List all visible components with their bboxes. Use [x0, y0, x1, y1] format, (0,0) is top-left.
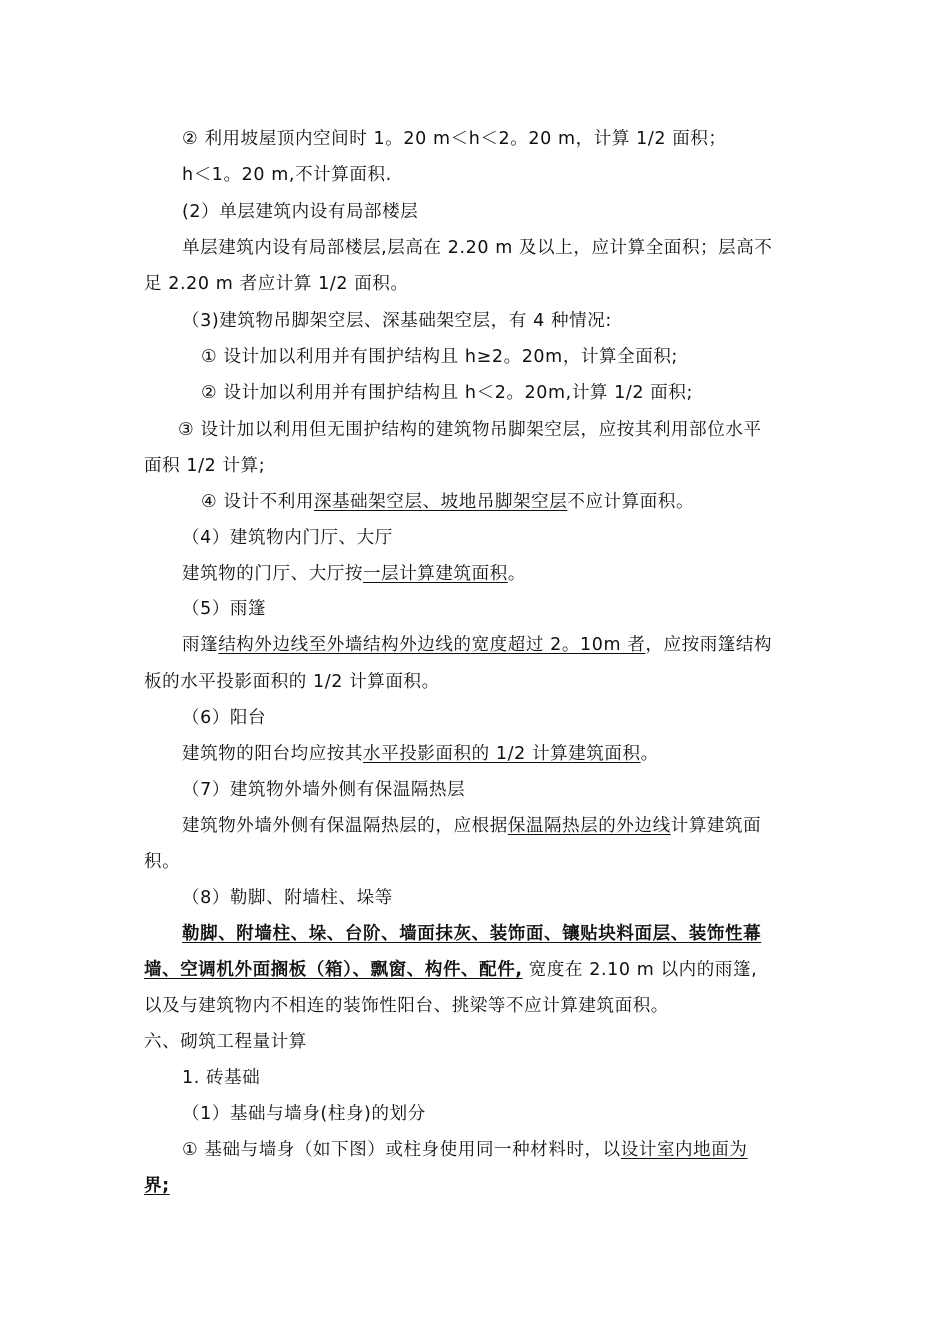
text-segment: 建筑物外墙外侧有保温隔热层的，应根据 [182, 816, 508, 836]
text-segment: （8）勒脚、附墙柱、垛等 [182, 888, 393, 908]
text-segment: 宽度在 2.10 m 以内的雨篷, [522, 960, 758, 980]
text-line [182, 1066, 822, 1090]
text-segment: ① 设计加以利用并有围护结构且 h≥2。20m，计算全面积; [201, 347, 678, 367]
text-line [201, 345, 821, 369]
text-segment: （5）雨篷 [182, 599, 267, 619]
underlined-text: 界; [144, 1176, 170, 1196]
text-line [182, 597, 822, 621]
text-segment: 建筑物的门厅、大厅按 [182, 564, 363, 584]
underlined-text: 墙、空调机外面搁板（箱）、飘窗、构件、配件, [144, 960, 523, 980]
text-line [182, 706, 822, 730]
underlined-text: 勒脚、附墙柱、垛、台阶、墙面抹灰、装饰面、镶贴块料面层、装饰性幕 [182, 924, 762, 944]
text-line [182, 778, 822, 802]
text-segment: 积。 [144, 852, 181, 872]
text-segment: ③ 设计加以利用但无围护结构的建筑物吊脚架空层，应按其利用部位水平 [178, 420, 762, 440]
text-line [182, 163, 822, 187]
text-line [182, 1102, 822, 1126]
underlined-text: 水平投影面积的 1/2 计算建筑面积 [363, 744, 641, 764]
text-segment: （3)建筑物吊脚架空层、深基础架空层，有 4 种情况: [182, 311, 612, 331]
text-line [182, 562, 822, 586]
text-line [144, 850, 804, 874]
text-line [201, 490, 821, 514]
text-line [182, 236, 822, 260]
text-line [182, 127, 822, 151]
text-segment: 面积 1/2 计算; [144, 456, 266, 476]
text-segment: 1. 砖基础 [182, 1068, 261, 1088]
text-segment: (2）单层建筑内设有局部楼层 [182, 202, 419, 222]
underlined-text: 深基础架空层、坡地吊脚架空层 [313, 492, 568, 512]
text-segment: 单层建筑内设有局部楼层,层高在 2.20 m 及以上，应计算全面积；层高不 [182, 238, 773, 258]
text-line [144, 670, 804, 694]
text-line [144, 454, 804, 478]
text-segment: （4）建筑物内门厅、大厅 [182, 528, 393, 548]
text-segment: （6）阳台 [182, 708, 267, 728]
text-line [144, 272, 804, 296]
underlined-text: 一层计算建筑面积 [363, 564, 508, 584]
text-line [144, 1174, 804, 1198]
text-segment: 不应计算面积。 [567, 492, 695, 512]
text-segment: 雨篷 [182, 635, 219, 655]
text-line [182, 526, 822, 550]
text-line [182, 814, 822, 838]
text-segment: h＜1。20 m,不计算面积. [182, 165, 392, 185]
text-line [182, 922, 822, 946]
text-line [182, 309, 822, 333]
text-segment: 。 [640, 744, 659, 764]
text-segment: ① 基础与墙身（如下图）或柱身使用同一种材料时，以 [182, 1140, 621, 1160]
text-segment: （7）建筑物外墙外侧有保温隔热层 [182, 780, 466, 800]
text-segment: 建筑物的阳台均应按其 [182, 744, 363, 764]
text-line [182, 742, 822, 766]
text-line [178, 418, 818, 442]
text-segment: 以及与建筑物内不相连的装饰性阳台、挑梁等不应计算建筑面积。 [144, 996, 669, 1016]
text-segment: 六、砌筑工程量计算 [144, 1032, 307, 1052]
text-segment: ，应按雨篷结构 [645, 635, 773, 655]
text-line [182, 886, 822, 910]
text-segment: 板的水平投影面积的 1/2 计算面积。 [144, 672, 440, 692]
text-line [182, 200, 822, 224]
text-line [201, 381, 821, 405]
text-segment: （1）基础与墙身(柱身)的划分 [182, 1104, 426, 1124]
section-heading [144, 1030, 804, 1054]
text-line [182, 1138, 822, 1162]
underlined-text: 设计室内地面为 [620, 1140, 748, 1160]
text-segment: 计算建筑面 [670, 816, 762, 836]
text-segment: ② 利用坡屋顶内空间时 1。20 m＜h＜2。20 m，计算 1/2 面积； [182, 129, 727, 149]
text-segment: ② 设计加以利用并有围护结构且 h＜2。20m,计算 1/2 面积; [201, 383, 694, 403]
text-line [182, 633, 822, 657]
text-line [144, 958, 804, 982]
text-line [144, 994, 804, 1018]
text-segment: 。 [507, 564, 526, 584]
underlined-text: 保温隔热层的外边线 [507, 816, 671, 836]
underlined-text: 结构外边线至外墙结构外边线的宽度超过 2。10m 者 [218, 635, 646, 655]
text-segment: 足 2.20 m 者应计算 1/2 面积。 [144, 274, 409, 294]
text-segment: ④ 设计不利用 [201, 492, 314, 512]
